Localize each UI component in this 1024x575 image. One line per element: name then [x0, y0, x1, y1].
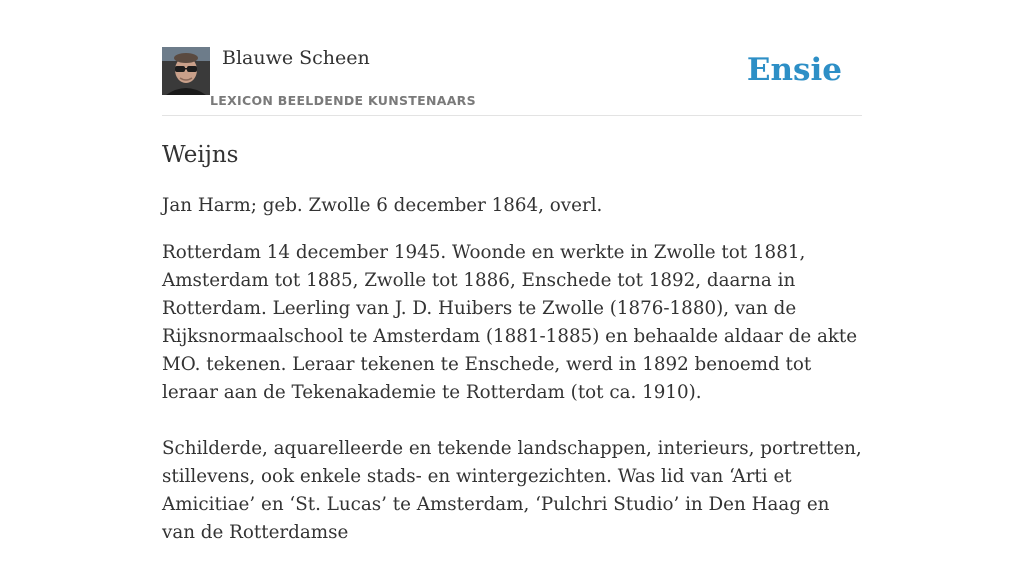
- article-header: [162, 46, 862, 116]
- article-body: [162, 192, 867, 575]
- avatar-photo-icon: [162, 47, 210, 95]
- author-avatar[interactable]: [162, 47, 210, 95]
- article-paragraph: Rotterdam 14 december 1945. Woonde en werkte in Zwolle tot 1881, Amsterdam tot 1885, Zwolle tot 1886, Enschede tot 1892, daarna in Rotterdam. Leerling van J. D. Huibers te Zwolle (1876-1880), van de Rijksnormaalschool te Amsterdam (1881-1885) en behaalde aldaar de akte MO. tekenen. Leraar tekenen te Enschede, werd in 1892 benoemd tot leraar aan de Tekenakademie te Rotterdam (tot ca. 1910).: [162, 242, 858, 403]
- article-paragraph: Schilderde, aquarelleerde en tekende landschappen, interieurs, portretten, stillevens, ook enkele stads- en wintergezichten. Was lid van ‘Arti et Amicitiae’ en ‘St. Lucas’ te Amsterdam, ‘Pulchri Studio’ in Den Haag en van de Rotterdamse: [162, 438, 862, 543]
- article-title: Weijns: [162, 142, 239, 168]
- brand-logo[interactable]: Ensie: [746, 52, 842, 88]
- article-paragraph: Jan Harm; geb. Zwolle 6 december 1864, overl.: [162, 195, 603, 216]
- category-label[interactable]: LEXICON BEELDENDE KUNSTENAARS: [210, 93, 476, 108]
- author-name[interactable]: Blauwe Scheen: [222, 47, 370, 69]
